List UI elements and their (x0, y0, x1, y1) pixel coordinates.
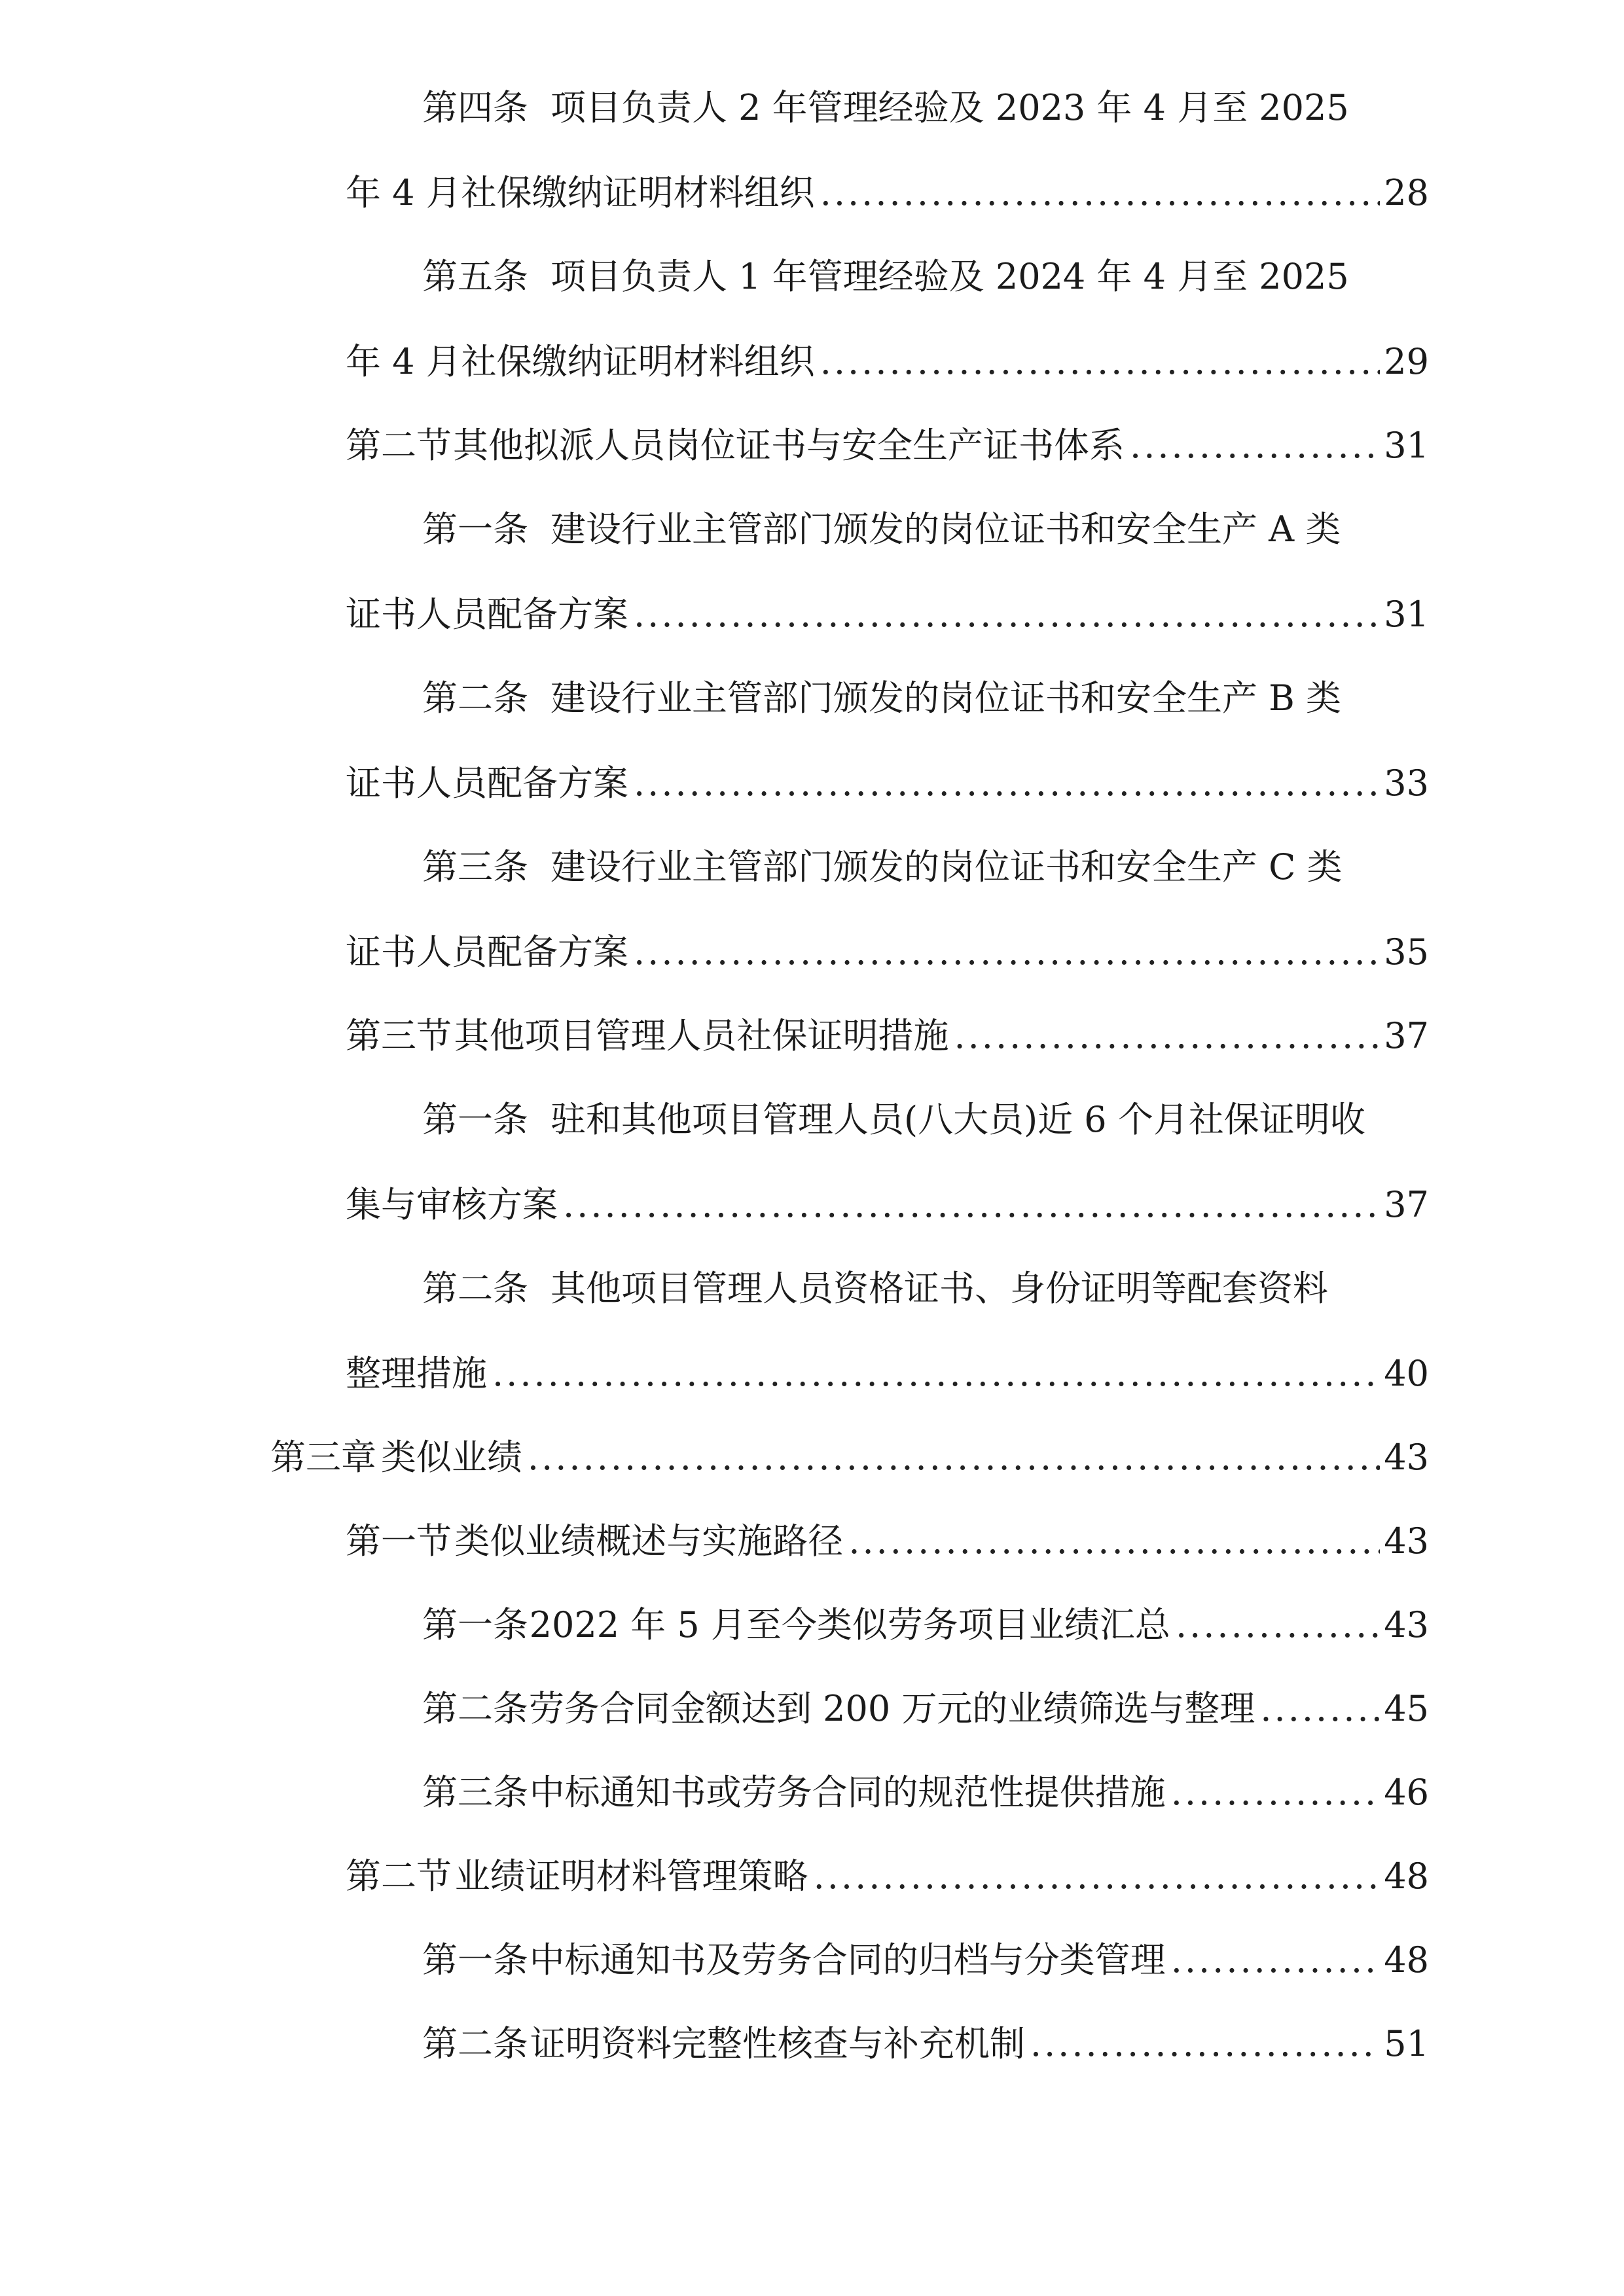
toc-entry-chapter[interactable] (270, 1428, 1429, 1487)
toc-title: 类似业绩 (380, 1437, 522, 1478)
toc-title: 2022 年 5 月至今类似劳务项目业绩汇总 (529, 1604, 1170, 1645)
toc-entry-section[interactable] (346, 1007, 1429, 1066)
toc-page-number: 37 (1384, 1015, 1429, 1056)
dot-leader (634, 754, 1380, 813)
toc-entry-article[interactable] (422, 1596, 1429, 1655)
toc-page-number: 43 (1384, 1437, 1429, 1478)
toc-entry-article[interactable] (422, 1931, 1429, 1990)
toc-number: 第一条 (422, 1099, 528, 1140)
toc-entry-article[interactable] (422, 1090, 1429, 1149)
toc-entry-article[interactable] (422, 669, 1429, 728)
toc-title: 建设行业主管部门颁发的岗位证书和安全生产 A 类 (550, 509, 1341, 550)
dot-leader (634, 923, 1380, 982)
dot-leader (634, 585, 1380, 644)
toc-title: 整理措施 (346, 1353, 487, 1394)
toc-entry-continuation[interactable] (346, 1175, 1429, 1234)
toc-entry-section[interactable] (346, 416, 1429, 475)
toc-entry-section[interactable] (346, 1512, 1429, 1571)
toc-number: 第二节 (346, 425, 452, 466)
toc-page-number: 46 (1384, 1772, 1429, 1813)
dot-leader (492, 1344, 1380, 1403)
toc-number: 第二条 (422, 1688, 528, 1729)
toc-title: 证书人员配备方案 (346, 762, 628, 804)
toc-title: 项目负责人 2 年管理经验及 2023 年 4 月至 2025 (550, 87, 1349, 128)
toc-entry-article[interactable] (422, 79, 1429, 137)
toc-page-number: 40 (1384, 1353, 1429, 1394)
toc-number: 第二条 (422, 2023, 528, 2064)
toc-page-number: 45 (1384, 1688, 1429, 1729)
toc-page-number: 29 (1384, 341, 1429, 382)
toc-title: 其他拟派人员岗位证书与安全生产证书体系 (453, 425, 1125, 466)
toc-number: 第五条 (422, 256, 528, 297)
toc-entry-continuation[interactable] (346, 923, 1429, 982)
toc-page-number: 31 (1384, 425, 1429, 466)
toc-page-number: 31 (1384, 594, 1429, 635)
toc-title: 证书人员配备方案 (346, 931, 628, 973)
dot-leader (1171, 1763, 1380, 1822)
toc-entry-continuation[interactable] (346, 1344, 1429, 1403)
toc-entry-article[interactable] (422, 838, 1429, 897)
toc-title: 项目负责人 1 年管理经验及 2024 年 4 月至 2025 (550, 256, 1349, 297)
toc-entry-continuation[interactable] (346, 754, 1429, 813)
toc-title: 中标通知书及劳务合同的归档与分类管理 (529, 1939, 1166, 1981)
toc-number: 第三章 (270, 1437, 376, 1478)
toc-number: 第三条 (422, 1772, 528, 1813)
dot-leader (954, 1007, 1380, 1066)
toc-number: 第三条 (422, 846, 528, 888)
toc-entry-article[interactable] (422, 1259, 1429, 1318)
toc-entry-continuation[interactable] (346, 332, 1429, 391)
dot-leader (1130, 416, 1380, 475)
dot-leader (820, 332, 1380, 391)
toc-number: 第一条 (422, 1939, 528, 1981)
dot-leader (1260, 1679, 1380, 1738)
dot-leader (563, 1175, 1380, 1234)
toc-page-number: 51 (1384, 2023, 1429, 2064)
toc-page-number: 43 (1384, 1604, 1429, 1645)
toc-entry-section[interactable] (346, 1847, 1429, 1906)
toc-title: 驻和其他项目管理人员(八大员)近 6 个月社保证明收 (550, 1099, 1365, 1140)
toc-entry-article[interactable] (422, 1763, 1429, 1822)
dot-leader (1176, 1596, 1380, 1655)
toc-number: 第一条 (422, 1604, 528, 1645)
dot-leader (820, 164, 1380, 223)
toc-page-number: 43 (1384, 1520, 1429, 1562)
toc-page-number: 28 (1384, 172, 1429, 213)
toc-title: 年 4 月社保缴纳证明材料组织 (346, 341, 815, 382)
toc-entry-article[interactable] (422, 500, 1429, 559)
toc-entry-article[interactable] (422, 1679, 1429, 1738)
toc-number: 第二条 (422, 677, 528, 719)
toc-number: 第二节 (346, 1856, 452, 1897)
toc-page-number: 37 (1384, 1184, 1429, 1225)
toc-number: 第二条 (422, 1268, 528, 1309)
dot-leader (1171, 1931, 1380, 1990)
toc-number: 第一节 (346, 1520, 452, 1562)
toc-title: 其他项目管理人员社保证明措施 (454, 1015, 949, 1056)
dot-leader (814, 1847, 1380, 1906)
toc-number: 第一条 (422, 509, 528, 550)
toc-page-number: 48 (1384, 1856, 1429, 1897)
toc-page-number: 48 (1384, 1939, 1429, 1981)
toc-title: 中标通知书或劳务合同的规范性提供措施 (529, 1772, 1166, 1813)
toc-entry-continuation[interactable] (346, 585, 1429, 644)
toc-title: 集与审核方案 (346, 1184, 558, 1225)
dot-leader (1030, 2015, 1380, 2073)
toc-title: 业绩证明材料管理策略 (454, 1856, 808, 1897)
toc-page-number: 33 (1384, 762, 1429, 804)
toc-page-number: 35 (1384, 931, 1429, 973)
toc-title: 证书人员配备方案 (346, 594, 628, 635)
toc-title: 其他项目管理人员资格证书、身份证明等配套资料 (550, 1268, 1328, 1309)
toc-title: 建设行业主管部门颁发的岗位证书和安全生产 C 类 (550, 846, 1343, 888)
toc-entry-continuation[interactable] (346, 164, 1429, 223)
toc-number: 第四条 (422, 87, 528, 128)
toc-number: 第三节 (346, 1015, 452, 1056)
toc-title: 类似业绩概述与实施路径 (454, 1520, 844, 1562)
dot-leader (528, 1428, 1380, 1487)
dot-leader (848, 1512, 1380, 1571)
toc-title: 年 4 月社保缴纳证明材料组织 (346, 172, 815, 213)
toc-title: 劳务合同金额达到 200 万元的业绩筛选与整理 (528, 1688, 1255, 1729)
toc-title: 建设行业主管部门颁发的岗位证书和安全生产 B 类 (550, 677, 1342, 719)
toc-title: 证明资料完整性核查与补充机制 (530, 2023, 1025, 2064)
toc-entry-article[interactable] (422, 247, 1429, 306)
toc-entry-article[interactable] (422, 2015, 1429, 2073)
